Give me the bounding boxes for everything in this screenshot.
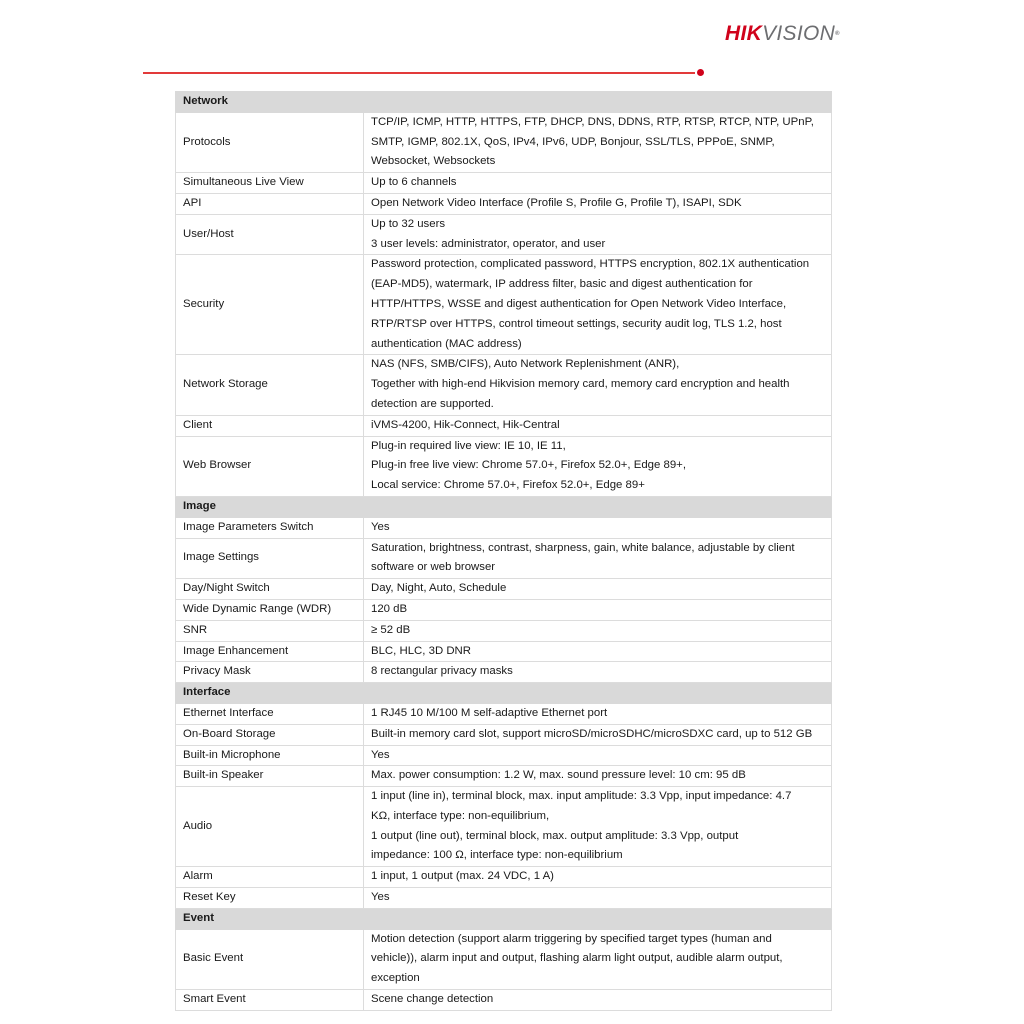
spec-value-line: Open Network Video Interface (Profile S, Profile G, Profile T), ISAPI, SDK	[371, 196, 742, 209]
spec-value-line: HTTP/HTTPS, WSSE and digest authentication for Open Network Video Interface,	[371, 297, 787, 310]
spec-value-line: Up to 6 channels	[371, 176, 457, 189]
spec-value	[364, 641, 832, 662]
spec-value-line: Yes	[371, 891, 390, 904]
spec-value-line: Up to 32 users	[371, 217, 446, 230]
spec-value-line: 1 RJ45 10 M/100 M self-adaptive Ethernet port	[371, 706, 608, 719]
spec-value	[364, 436, 832, 496]
spec-value	[364, 579, 832, 600]
section-title: Event	[176, 908, 832, 929]
spec-label: Simultaneous Live View	[176, 173, 364, 194]
spec-label: Privacy Mask	[176, 662, 364, 683]
spec-value	[364, 112, 832, 172]
spec-value-line: Websocket, Websockets	[371, 155, 496, 168]
spec-value-line: RTP/RTSP over HTTPS, control timeout settings, security audit log, TLS 1.2, host	[371, 317, 782, 330]
spec-label: API	[176, 193, 364, 214]
spec-label: Web Browser	[176, 436, 364, 496]
spec-value-line: 1 input, 1 output (max. 24 VDC, 1 A)	[371, 870, 554, 883]
spec-table	[175, 91, 832, 1011]
spec-value-line: 8 rectangular privacy masks	[371, 665, 513, 678]
spec-value-line: Motion detection (support alarm triggering by specified target types (human and	[371, 932, 772, 945]
spec-row	[176, 888, 832, 909]
spec-row	[176, 255, 832, 355]
spec-value	[364, 787, 832, 867]
spec-label: Client	[176, 415, 364, 436]
spec-label: Network Storage	[176, 355, 364, 415]
spec-label: Image Settings	[176, 538, 364, 579]
spec-value	[364, 193, 832, 214]
section-header-interface	[176, 683, 832, 704]
spec-value-line: TCP/IP, ICMP, HTTP, HTTPS, FTP, DHCP, DNS, DDNS, RTP, RTSP, RTCP, NTP, UPnP,	[371, 115, 814, 128]
spec-label: Security	[176, 255, 364, 355]
spec-label: Wide Dynamic Range (WDR)	[176, 599, 364, 620]
spec-value-line: NAS (NFS, SMB/CIFS), Auto Network Replenishment (ANR),	[371, 358, 680, 371]
spec-value-line: ≥ 52 dB	[371, 623, 411, 636]
spec-row	[176, 662, 832, 683]
spec-label: SNR	[176, 620, 364, 641]
spec-row	[176, 599, 832, 620]
spec-value-line: Yes	[371, 520, 390, 533]
spec-row	[176, 990, 832, 1011]
spec-row	[176, 517, 832, 538]
spec-value	[364, 929, 832, 989]
spec-value-line: BLC, HLC, 3D DNR	[371, 644, 472, 657]
logo-secondary: VISION	[762, 22, 836, 45]
spec-label: Protocols	[176, 112, 364, 172]
spec-value-line: authentication (MAC address)	[371, 337, 522, 350]
spec-label: Alarm	[176, 867, 364, 888]
spec-label: On-Board Storage	[176, 724, 364, 745]
spec-value-line: 1 input (line in), terminal block, max. input amplitude: 3.3 Vpp, input impedance: 4.7	[371, 790, 792, 803]
spec-label: Smart Event	[176, 990, 364, 1011]
spec-value	[364, 990, 832, 1011]
spec-value-line: Built-in memory card slot, support microSD/microSDHC/microSDXC card, up to 512 GB	[371, 727, 813, 740]
spec-row	[176, 867, 832, 888]
spec-label: Ethernet Interface	[176, 703, 364, 724]
spec-value	[364, 173, 832, 194]
spec-value	[364, 517, 832, 538]
spec-value	[364, 599, 832, 620]
spec-row	[176, 620, 832, 641]
spec-value-line: (EAP-MD5), watermark, IP address filter, basic and digest authentication for	[371, 278, 753, 291]
spec-row	[176, 766, 832, 787]
spec-value-line: Saturation, brightness, contrast, sharpness, gain, white balance, adjustable by client	[371, 541, 795, 554]
spec-label: User/Host	[176, 214, 364, 255]
spec-value	[364, 745, 832, 766]
spec-value	[364, 867, 832, 888]
spec-row	[176, 929, 832, 989]
spec-value-line: Plug-in free live view: Chrome 57.0+, Firefox 52.0+, Edge 89+,	[371, 459, 686, 472]
spec-value-line: 120 dB	[371, 602, 408, 615]
spec-value-line: vehicle)), alarm input and output, flashing alarm light output, audible alarm output,	[371, 952, 783, 965]
spec-label: Basic Event	[176, 929, 364, 989]
section-title: Network	[176, 92, 832, 113]
spec-label: Audio	[176, 787, 364, 867]
spec-value-line: SMTP, IGMP, 802.1X, QoS, IPv4, IPv6, UDP, Bonjour, SSL/TLS, PPPoE, SNMP,	[371, 135, 775, 148]
spec-row	[176, 745, 832, 766]
spec-value-line: Yes	[371, 748, 390, 761]
spec-row	[176, 415, 832, 436]
spec-row	[176, 641, 832, 662]
spec-value-line: software or web browser	[371, 561, 496, 574]
spec-label: Day/Night Switch	[176, 579, 364, 600]
spec-value-line: 1 output (line out), terminal block, max. output amplitude: 3.3 Vpp, output	[371, 829, 739, 842]
spec-value	[364, 214, 832, 255]
spec-row	[176, 214, 832, 255]
spec-row	[176, 703, 832, 724]
spec-value-line: Local service: Chrome 57.0+, Firefox 52.0+, Edge 89+	[371, 479, 645, 492]
spec-value	[364, 355, 832, 415]
spec-value-line: Max. power consumption: 1.2 W, max. sound pressure level: 10 cm: 95 dB	[371, 769, 746, 782]
registered-mark: ®	[835, 31, 840, 37]
spec-label: Built-in Microphone	[176, 745, 364, 766]
spec-row	[176, 173, 832, 194]
spec-value-line: Scene change detection	[371, 993, 494, 1006]
spec-label: Reset Key	[176, 888, 364, 909]
spec-value-line: exception	[371, 972, 420, 985]
section-title: Interface	[176, 683, 832, 704]
spec-row	[176, 436, 832, 496]
section-header-image	[176, 496, 832, 517]
spec-row	[176, 193, 832, 214]
section-header-event	[176, 908, 832, 929]
spec-value-line: Together with high-end Hikvision memory card, memory card encryption and health	[371, 378, 790, 391]
logo-primary: HIK	[725, 22, 763, 45]
spec-value-line: Password protection, complicated password, HTTPS encryption, 802.1X authentication	[371, 258, 810, 271]
spec-value	[364, 415, 832, 436]
spec-value	[364, 538, 832, 579]
section-header-network	[176, 92, 832, 113]
spec-value-line: KΩ, interface type: non-equilibrium,	[371, 809, 550, 822]
spec-row	[176, 112, 832, 172]
spec-label: Built-in Speaker	[176, 766, 364, 787]
spec-label: Image Enhancement	[176, 641, 364, 662]
spec-row	[176, 538, 832, 579]
header-divider-line	[143, 72, 695, 74]
spec-value	[364, 662, 832, 683]
spec-value-line: Plug-in required live view: IE 10, IE 11,	[371, 439, 566, 452]
spec-value-line: Day, Night, Auto, Schedule	[371, 582, 507, 595]
header-divider-dot	[697, 69, 704, 76]
spec-value-line: detection are supported.	[371, 397, 494, 410]
spec-row	[176, 724, 832, 745]
spec-row	[176, 787, 832, 867]
spec-row	[176, 579, 832, 600]
spec-value	[364, 703, 832, 724]
spec-value	[364, 766, 832, 787]
section-title: Image	[176, 496, 832, 517]
spec-row	[176, 355, 832, 415]
spec-value	[364, 255, 832, 355]
hikvision-logo	[725, 22, 840, 46]
spec-value	[364, 620, 832, 641]
spec-value	[364, 888, 832, 909]
spec-value-line: 3 user levels: administrator, operator, and user	[371, 237, 606, 250]
spec-value-line: impedance: 100 Ω, interface type: non-equilibrium	[371, 849, 623, 862]
spec-value	[364, 724, 832, 745]
spec-table-body	[176, 92, 832, 1011]
spec-label: Image Parameters Switch	[176, 517, 364, 538]
spec-value-line: iVMS-4200, Hik-Connect, Hik-Central	[371, 418, 560, 431]
